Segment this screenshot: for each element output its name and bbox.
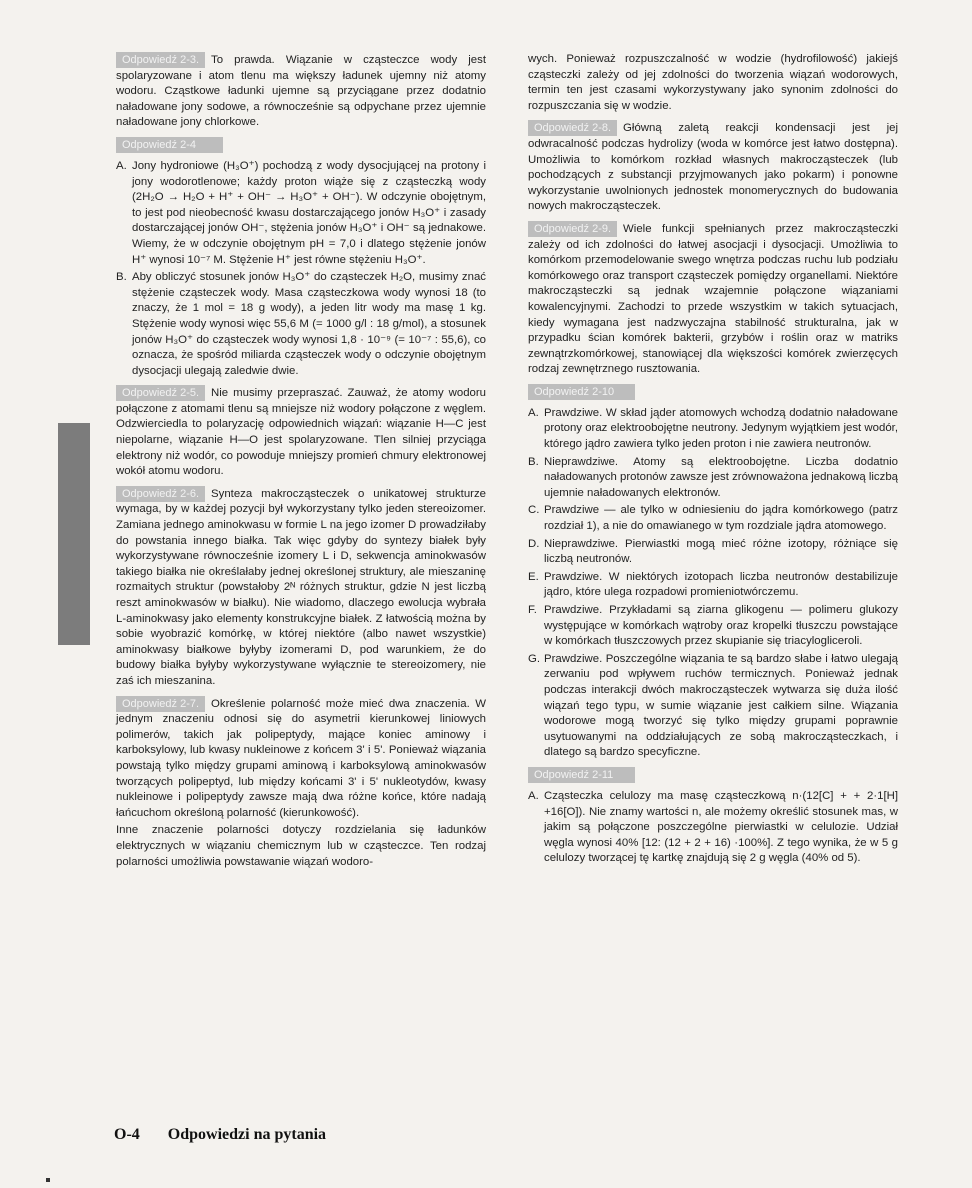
answer-label: Odpowiedź 2-6. bbox=[116, 486, 205, 502]
list-item: F. Prawdziwe. Przykładami są ziarna glikogenu — polimeru glukozy występujące w komórkach wątroby oraz kropelki tłuszczu powstające w komórkach tłuszczowych przez skupianie się triacylogliceroli. bbox=[528, 604, 898, 648]
answer-label: Odpowiedź 2-3. bbox=[116, 52, 205, 68]
answer-2-7-continuation: wych. Ponieważ rozpuszczalność w wodzie (hydrofilowość) jakiejś cząsteczki zależy od jej zdolności do tworzenia wiązań wodorowych, termin ten jest czasami wykorzystywany jako synonim zdolności do rozpuszczania się w wodzie. bbox=[528, 53, 898, 112]
list-item: A. Prawdziwe. W skład jąder atomowych wchodzą dodatnio naładowane protony oraz elektroobojętne neutrony. Jedynym wyjątkiem jest wodór, którego jądro zawiera tylko jeden proton i nie zawiera neutronów. bbox=[528, 406, 898, 451]
list-item: B. Aby obliczyć stosunek jonów H₃O⁺ do cząsteczek H₂O, musimy znać stężenie cząsteczek wody. Masa cząsteczkowa wody wynosi 18 (to znaczy, że 1 mol = 18 g wody), a jeden litr wody ma masę 1 kg. Stężenie wody wynosi więc 55,6 M (= 1000 g/l : 18 g/mol), a stosunek jonów H₃O⁺ do cząsteczek wody wynosi 1,8 · 10⁻⁹ (= 10⁻⁷ : 55,6), co oznacza, że spośród miliarda cząsteczek wody o odczynie obojętnym dysocjacji ulegają zaledwie dwie. bbox=[116, 271, 486, 377]
answer-text: Określenie polarność może mieć dwa znaczenia. W jednym znaczeniu odnosi się do asymetrii kierunkowej liniowych polimerów, takich jak polipeptydy, mające koniec aminowy i karboksylowy, lub kwasy nukleinowe z końcem 3' i 5'. Ponieważ wiązania powstają tylko między grupami aminową i karboksylową aminokwasów tworzących polipeptyd, lub między końcami 3' i 5' nukleotydów, kwasy nukleinowe i polipeptydy zawsze mają dwa różne końce, które nadają łańcuchom określoną polarność (kierunkowość). bbox=[116, 697, 486, 819]
answer-text: Synteza makrocząsteczek o unikatowej strukturze wymaga, by w każdej pozycji był wykorzystany tylko jeden stereoizomer. Zamiana jednego aminokwasu w formie L na jego izomer D prowadziłaby do powstania innego białka. Tak więc gdyby do syntezy białek były wykorzystywane równocześnie izomery L i D, sekwencja aminokwasów takiego białka nie określałaby jednej określonej struktury, ale mieszaninę rozmaitych struktur (powstałoby 2ᴺ różnych struktur, gdzie N jest liczbą reszt aminokwasów w białku). Nie wiadomo, dlaczego ewolucja wybrała L-aminokwasy jako elementy konstrukcyjne białek. Z łatwością można by sobie wyobrazić komórkę, w której niektóre (albo nawet wszystkie) aminokwasy białkowe byłyby izomerami D, pod warunkiem, że do budowy białka byłyby wykorzystywane wyłącznie te stereoizomery, nie zaś ich mieszanina. bbox=[116, 487, 486, 687]
answer-2-7-continued: Inne znaczenie polarności dotyczy rozdzielania się ładunków elektrycznych w wiązaniu chemicznym lub w cząsteczce. Ten rodzaj polarności umożliwia powstawanie wiązań wodoro- bbox=[116, 824, 486, 868]
answer-2-9 bbox=[528, 221, 898, 378]
list-item: A. Jony hydroniowe (H₃O⁺) pochodzą z wody dysocjującej na protony i jony wodorotlenowe; każdy proton wiąże się z cząsteczką wody (2H₂O → H₂O + H⁺ + OH⁻ → H₃O⁺ + OH⁻). W odczynie obojętnym, to jest pod nieobecność kwasu dostarczającego jonów H₃O⁺ i zasady dostarczającej jonów OH⁻, stężenia jonów H₃O⁺ i OH⁻ są jednakowe. Wiemy, że w odczynie obojętnym pH = 7,0 i dlatego stężenie jonów H⁺ wynosi 10⁻⁷ M. Stężenie H⁺ jest równe stężeniu H₃O⁺. bbox=[116, 159, 486, 266]
answer-2-5 bbox=[116, 385, 486, 480]
chapter-tab-marker bbox=[58, 423, 90, 645]
list-item: A. Cząsteczka celulozy ma masę cząsteczkową n·(12[C] + + 2·1[H] +16[O]). Nie znamy wartości n, ale możemy określić stosunek mas, w jakim są połączone poszczególne pierwiastki w celulozie. Udział węgla wynosi 40% [12: (12 + 2 + 16) ·100%]. Z tego wynika, że w 5 g celulozy tworzącej tę kartkę znajdują się 2 g węgla (40% od 5). bbox=[528, 789, 898, 865]
answer-label: Odpowiedź 2-5. bbox=[116, 385, 205, 401]
answer-label: Odpowiedź 2-11 bbox=[528, 767, 635, 783]
answer-label: Odpowiedź 2-9. bbox=[528, 221, 617, 237]
crop-mark bbox=[46, 1178, 50, 1182]
answer-label: Odpowiedź 2-7. bbox=[116, 696, 205, 712]
answer-2-8 bbox=[528, 120, 898, 215]
left-column bbox=[116, 52, 486, 876]
list-item: G. Prawdziwe. Poszczególne wiązania te są bardzo słabe i łatwo ulegają zerwaniu pod wpływem ruchów termicznych. Ponieważ jednak podczas interakcji dwóch makrocząsteczek wytwarza się duża ilość wiązań tego typu, w sumie wiązanie jest całkiem silne. Wiązania wodorowe mogą tworzyć się tylko między grupami poprawnie usytuowanymi na oddziałujących ze sobą makrocząsteczkach, i dlatego są bardzo specyficzne. bbox=[528, 652, 898, 759]
right-column bbox=[528, 52, 898, 869]
answer-label: Odpowiedź 2-4 bbox=[116, 137, 223, 153]
answer-2-4 bbox=[116, 137, 486, 379]
running-title: Odpowiedzi na pytania bbox=[167, 1126, 327, 1143]
answer-text: Nie musimy przepraszać. Zauważ, że atomy wodoru połączone z atomami tlenu są mniejsze niż wodory połączone z węglem. Odzwierciedla to polaryzację odpowiednich wiązań: wiązanie H—C jest niepolarne, wiązanie H—O jest spolaryzowane. Tlen silniej przyciąga elektrony niż wodór, co powoduje mniejszy promień chmury elektronowej wokół atomu wodoru. bbox=[116, 387, 486, 478]
list-item: E. Prawdziwe. W niektórych izotopach liczba neutronów destabilizuje jądro, które ulega rozpadowi promieniotwórczemu. bbox=[528, 570, 898, 599]
answer-label: Odpowiedź 2-8. bbox=[528, 120, 617, 136]
page-number: O-4 bbox=[114, 1126, 140, 1143]
list-item: B. Nieprawdziwe. Atomy są elektroobojętne. Liczba dodatnio naładowanych protonów zawsze jest zrównoważona jednakową liczbą ujemnie naładowanych elektronów. bbox=[528, 455, 898, 499]
answer-2-6 bbox=[116, 486, 486, 690]
answer-label: Odpowiedź 2-10 bbox=[528, 384, 635, 400]
answer-2-3 bbox=[116, 52, 486, 131]
answer-text: To prawda. Wiązanie w cząsteczce wody jest spolaryzowane i atom tlenu ma większy ładunek ujemny niż atomy wodoru. Cząstkowe ładunki ujemne są przyciągane przez dodatnio naładowane jony sodowe, a równocześnie są odpychane przez ujemnie naładowane jony chlorkowe. bbox=[116, 54, 486, 129]
answer-2-10 bbox=[528, 384, 898, 761]
answer-text: Główną zaletą reakcji kondensacji jest jej odwracalność podczas hydrolizy (woda w komórce jest łatwo dostępna). Umożliwia to komórkom rozkład własnych makrocząsteczek (lub pochodzących z substancji przyjmowanych jako pokarm) i ponowne wykorzystanie uwolnionych jednostek monomerycznych do budowania nowych makrocząsteczek. bbox=[528, 122, 898, 213]
page-footer bbox=[114, 1126, 326, 1144]
list-item: C. Prawdziwe — ale tylko w odniesieniu do jądra komórkowego (patrz rozdział 1), a nie do omawianego w tym rozdziale jądra atomowego. bbox=[528, 504, 898, 533]
answer-text: Wiele funkcji spełnianych przez makrocząsteczki zależy od ich zdolności do łatwej asocjacji i dysocjacji. Umożliwia to komórkom przemodelowanie swego wnętrza podczas ruchu lub podziału komórkowego oraz transport cząsteczek pomiędzy organellami. Niektóre makrocząsteczki są jednak wzajemnie połączone wiązaniami kowalencyjnymi. Zachodzi to przede wszystkim w takich sytuacjach, kiedy wymagana jest nadzwyczajna stabilność strukturalna, jak w przypadku ścian komórek bakterii, grzybów i roślin oraz w matriks zewnątrzkomórkowej, stanowiącej dla większości komórek zwierzęcych rodzaj zewnętrznego rusztowania. bbox=[528, 222, 898, 376]
answer-2-7 bbox=[116, 696, 486, 822]
answer-2-11 bbox=[528, 767, 898, 867]
list-item: D. Nieprawdziwe. Pierwiastki mogą mieć różne izotopy, różniące się liczbą neutronów. bbox=[528, 537, 898, 566]
